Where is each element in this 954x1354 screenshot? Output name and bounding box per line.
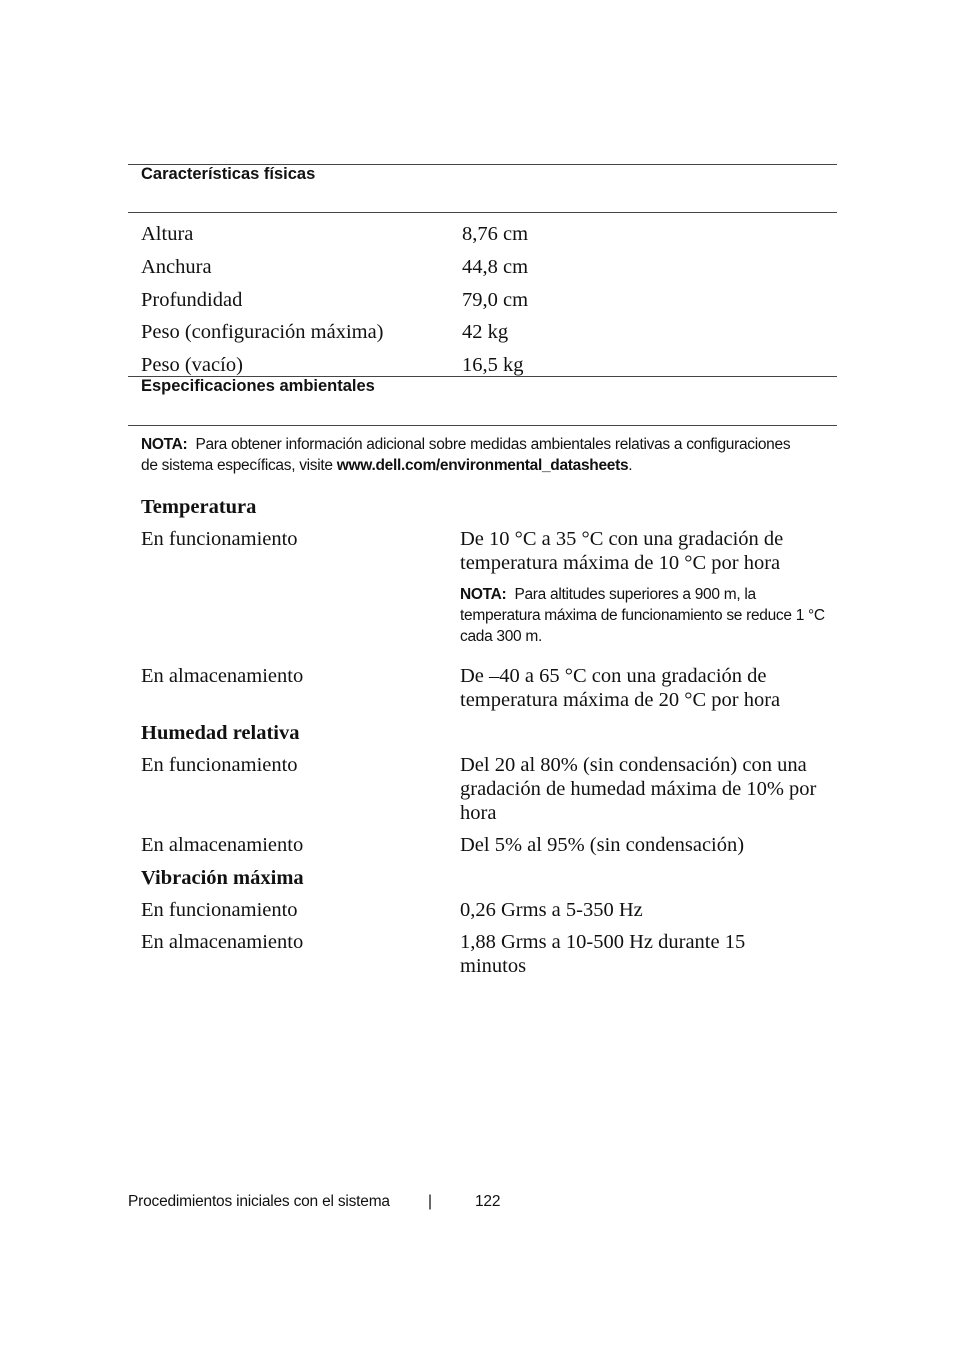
humidity-operating-value: Del 20 al 80% (sin condensación) con una gradación de humedad máxima de 10% por hora (460, 754, 817, 824)
temperature-operating-note (460, 584, 830, 647)
environmental-heading-rule (128, 425, 837, 426)
humidity-storage-value: Del 5% al 95% (sin condensación) (460, 834, 745, 856)
vibration-operating-label: En funcionamiento (141, 899, 298, 921)
vibration-title: Vibración máxima (141, 867, 304, 889)
page-number: 122 (475, 1193, 501, 1210)
physical-row-label: Altura (141, 223, 194, 245)
temperature-title: Temperatura (141, 496, 257, 518)
vibration-storage-label: En almacenamiento (141, 931, 304, 953)
humidity-title: Humedad relativa (141, 722, 300, 744)
footer-separator: | (428, 1193, 432, 1210)
temperature-storage-value: De –40 a 65 °C con una gradación de temperatura máxima de 20 °C por hora (460, 665, 781, 711)
temperature-note-label: NOTA: (460, 586, 507, 603)
datasheets-link[interactable]: www.dell.com/environmental_datasheets (336, 457, 629, 474)
physical-row-value: 79,0 cm (462, 289, 529, 311)
temperature-operating-value: De 10 °C a 35 °C con una gradación de temperatura máxima de 10 °C por hora (460, 528, 784, 574)
physical-row-value: 42 kg (462, 321, 509, 343)
physical-row-value: 8,76 cm (462, 223, 529, 245)
humidity-operating-label: En funcionamiento (141, 754, 298, 776)
physical-row-label: Profundidad (141, 289, 243, 311)
temperature-operating-label: En funcionamiento (141, 528, 298, 550)
humidity-storage-label: En almacenamiento (141, 834, 304, 856)
vibration-operating-value: 0,26 Grms a 5-350 Hz (460, 899, 643, 921)
physical-row-label: Anchura (141, 256, 212, 278)
environmental-note (141, 434, 801, 476)
physical-heading-rule (128, 212, 837, 213)
vibration-storage-value: 1,88 Grms a 10-500 Hz durante 15 minutos (460, 931, 746, 977)
note-label: NOTA: (141, 436, 188, 453)
section-heading-physical: Características físicas (141, 165, 316, 183)
footer-title: Procedimientos iniciales con el sistema (128, 1193, 390, 1210)
note-text: Para obtener información adicional sobre medidas ambientales relativas a configuraciones de sistema específicas, visite (141, 436, 791, 474)
note-end: . (628, 457, 633, 474)
temperature-note-text: Para altitudes superiores a 900 m, la temperatura máxima de funcionamiento se reduce 1 °C cada 300 m. (460, 586, 825, 645)
section-heading-environmental: Especificaciones ambientales (141, 377, 375, 395)
temperature-storage-label: En almacenamiento (141, 665, 304, 687)
physical-row-label: Peso (configuración máxima) (141, 321, 384, 343)
physical-row-value: 44,8 cm (462, 256, 529, 278)
physical-row-label: Peso (vacío) (141, 354, 243, 376)
physical-row-value: 16,5 kg (462, 354, 524, 376)
